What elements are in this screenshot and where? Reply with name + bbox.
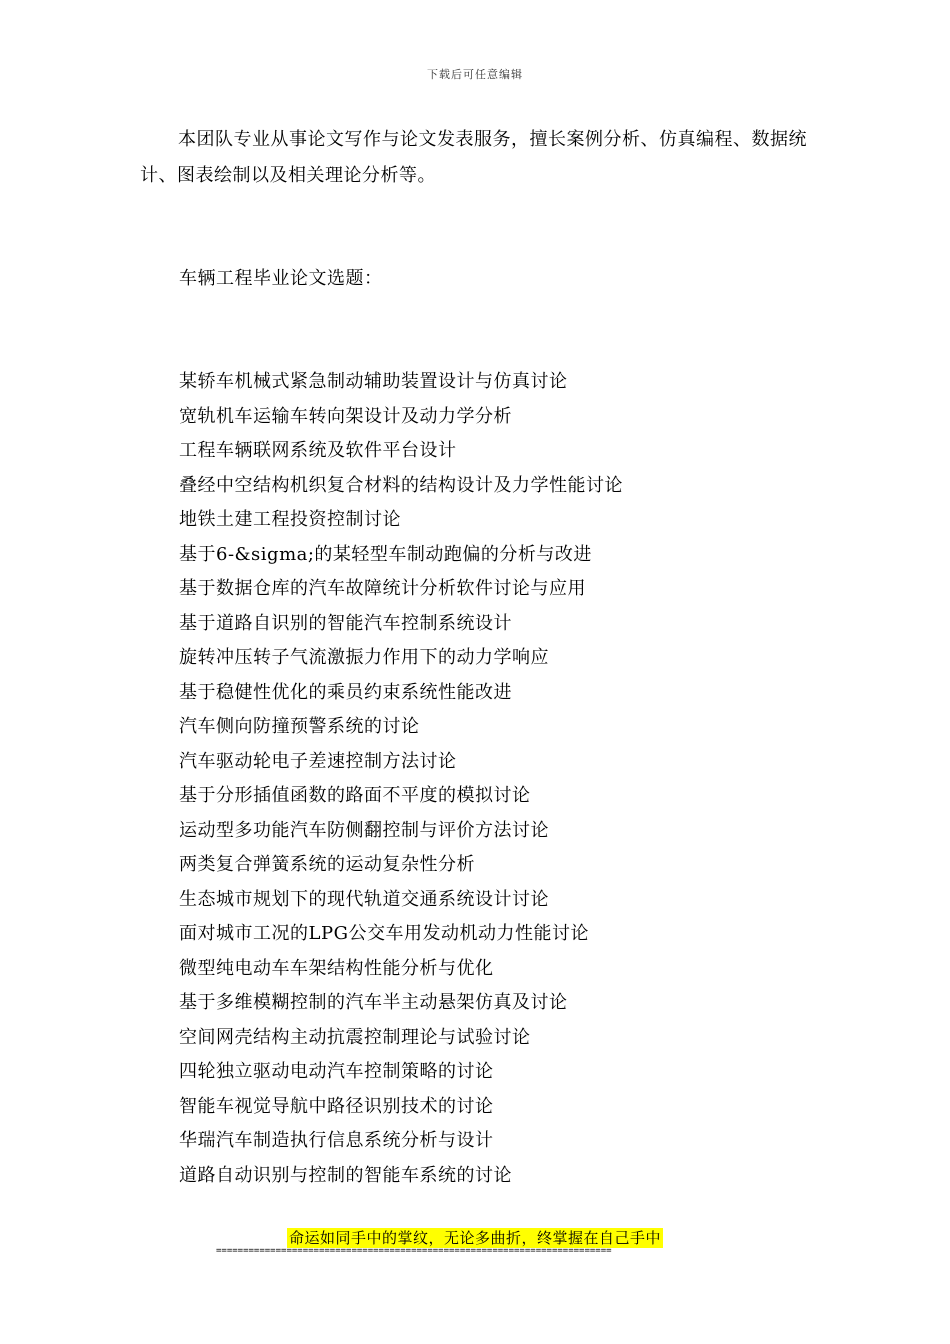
- footer-divider: =========================================================================: [216, 1246, 612, 1256]
- topic-item: 智能车视觉导航中路径识别技术的讨论: [179, 1095, 494, 1117]
- page-header-note: 下载后可任意编辑: [427, 68, 523, 81]
- topic-item: 汽车驱动轮电子差速控制方法讨论: [179, 750, 457, 772]
- topic-item: 叠经中空结构机织复合材料的结构设计及力学性能讨论: [179, 474, 623, 496]
- topic-item: 空间网壳结构主动抗震控制理论与试验讨论: [179, 1026, 531, 1048]
- topic-item: 运动型多功能汽车防侧翻控制与评价方法讨论: [179, 819, 549, 841]
- section-title: 车辆工程毕业论文选题：: [179, 268, 383, 289]
- topic-item: 道路自动识别与控制的智能车系统的讨论: [179, 1164, 512, 1186]
- topic-list: [179, 365, 623, 1193]
- topic-item: 宽轨机车运输车转向架设计及动力学分析: [179, 405, 512, 427]
- topic-item: 生态城市规划下的现代轨道交通系统设计讨论: [179, 888, 549, 910]
- topic-item: 工程车辆联网系统及软件平台设计: [179, 440, 457, 461]
- topic-item: 面对城市工况的LPG公交车用发动机动力性能讨论: [179, 923, 589, 944]
- topic-item: 基于数据仓库的汽车故障统计分析软件讨论与应用: [179, 578, 586, 599]
- topic-item: 某轿车机械式紧急制动辅助装置设计与仿真讨论: [179, 371, 568, 392]
- topic-item: 旋转冲压转子气流激振力作用下的动力学响应: [179, 647, 549, 668]
- topic-item: 四轮独立驱动电动汽车控制策略的讨论: [179, 1061, 494, 1082]
- topic-item: 基于多维模糊控制的汽车半主动悬架仿真及讨论: [179, 992, 568, 1013]
- topic-item: 汽车侧向防撞预警系统的讨论: [179, 716, 420, 737]
- topic-item: 微型纯电动车车架结构性能分析与优化: [179, 957, 494, 979]
- footer-motto: 命运如同手中的掌纹，无论多曲折，终掌握在自己手中: [288, 1229, 661, 1247]
- intro-paragraph: 本团队专业从事论文写作与论文发表服务，擅长案例分析、仿真编程、数据统计、图表绘制以及相关理论分析等。: [140, 129, 807, 186]
- topic-item: 基于6-&sigma;的某轻型车制动跑偏的分析与改进: [179, 543, 592, 565]
- topic-item: 两类复合弹簧系统的运动复杂性分析: [179, 854, 475, 875]
- topic-item: 基于稳健性优化的乘员约束系统性能改进: [179, 681, 512, 703]
- topic-item: 华瑞汽车制造执行信息系统分析与设计: [179, 1130, 494, 1151]
- topic-item: 基于道路自识别的智能汽车控制系统设计: [179, 612, 512, 634]
- topic-item: 地铁土建工程投资控制讨论: [179, 509, 401, 530]
- topic-item: 基于分形插值函数的路面不平度的模拟讨论: [179, 785, 531, 806]
